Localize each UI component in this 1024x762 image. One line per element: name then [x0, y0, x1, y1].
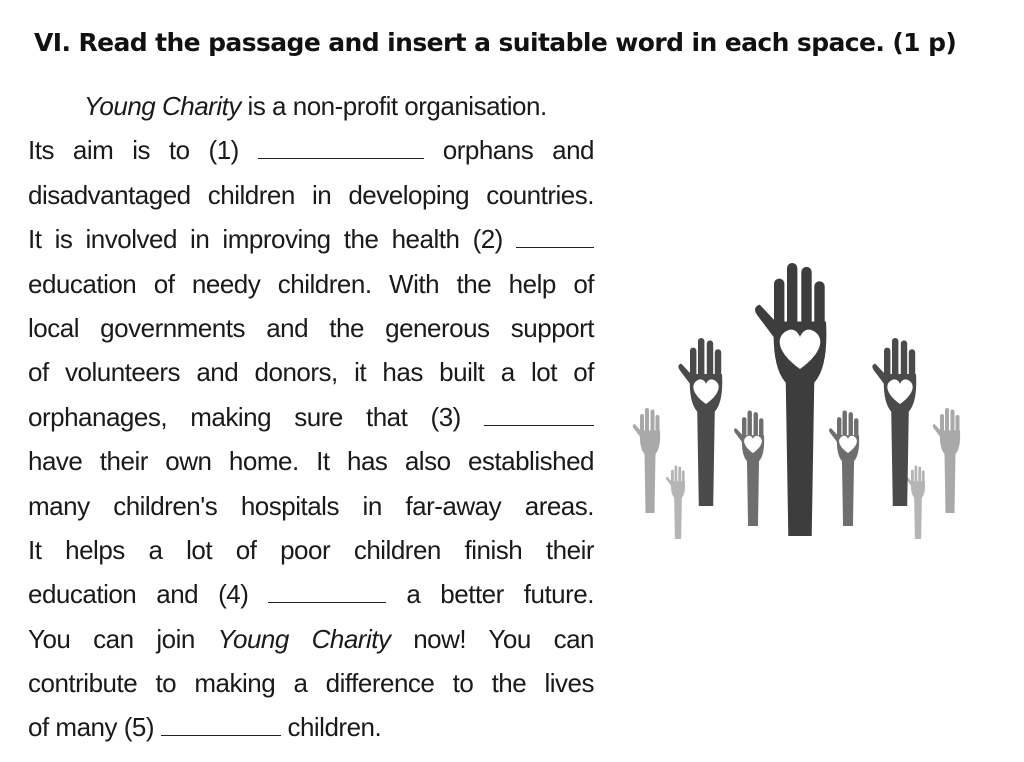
passage: [28, 84, 594, 750]
passage-line-6: local governments and the generous support: [28, 312, 594, 343]
blank-5[interactable]: [161, 717, 281, 736]
hand-left-outer: [678, 338, 722, 506]
passage-line-7: of volunteers and donors, it has built a lot of: [28, 357, 594, 388]
blank-4[interactable]: [268, 584, 386, 603]
hand-right-small-light: [906, 466, 925, 540]
passage-line-15: of many (5) children.: [28, 712, 382, 743]
hand-far-right-light: [933, 408, 960, 513]
passage-line-3: disadvantaged children in developing countries.: [28, 179, 594, 210]
passage-line-13: You can join Young Charity now! You can: [28, 623, 594, 654]
hand-far-left-light: [633, 408, 660, 513]
exercise-heading: VI. Read the passage and insert a suitable word in each space. (1 p): [34, 28, 957, 57]
passage-line-10: many children's hospitals in far-away areas.: [28, 490, 594, 521]
blank-3[interactable]: [484, 407, 594, 426]
passage-line-11: It helps a lot of poor children finish their: [28, 534, 594, 565]
passage-line-1: Young Charity is a non-profit organisation.: [84, 91, 547, 121]
passage-line-2: Its aim is to (1) orphans and: [28, 135, 595, 166]
hand-right-inner: [829, 411, 859, 527]
passage-line-14: contribute to making a difference to the lives: [28, 668, 594, 699]
charity-name: Young Charity: [84, 91, 241, 121]
blank-1[interactable]: [258, 140, 424, 159]
passage-line-5: education of needy children. With the help of: [28, 268, 594, 299]
passage-line-9: have their own home. It has also established: [28, 446, 594, 477]
passage-line-8: orphanages, making sure that (3): [28, 395, 594, 439]
hand-left-inner: [734, 411, 764, 527]
passage-line-4: It is involved in improving the health (2): [28, 217, 594, 261]
blank-2[interactable]: [516, 229, 594, 248]
hand-left-small-light: [666, 466, 685, 540]
raised-hands-with-hearts-icon: [628, 228, 968, 540]
hand-center-large: [755, 263, 826, 536]
charity-name-2: Young Charity: [217, 623, 391, 654]
passage-line-12: education and (4) a better future.: [28, 579, 594, 610]
